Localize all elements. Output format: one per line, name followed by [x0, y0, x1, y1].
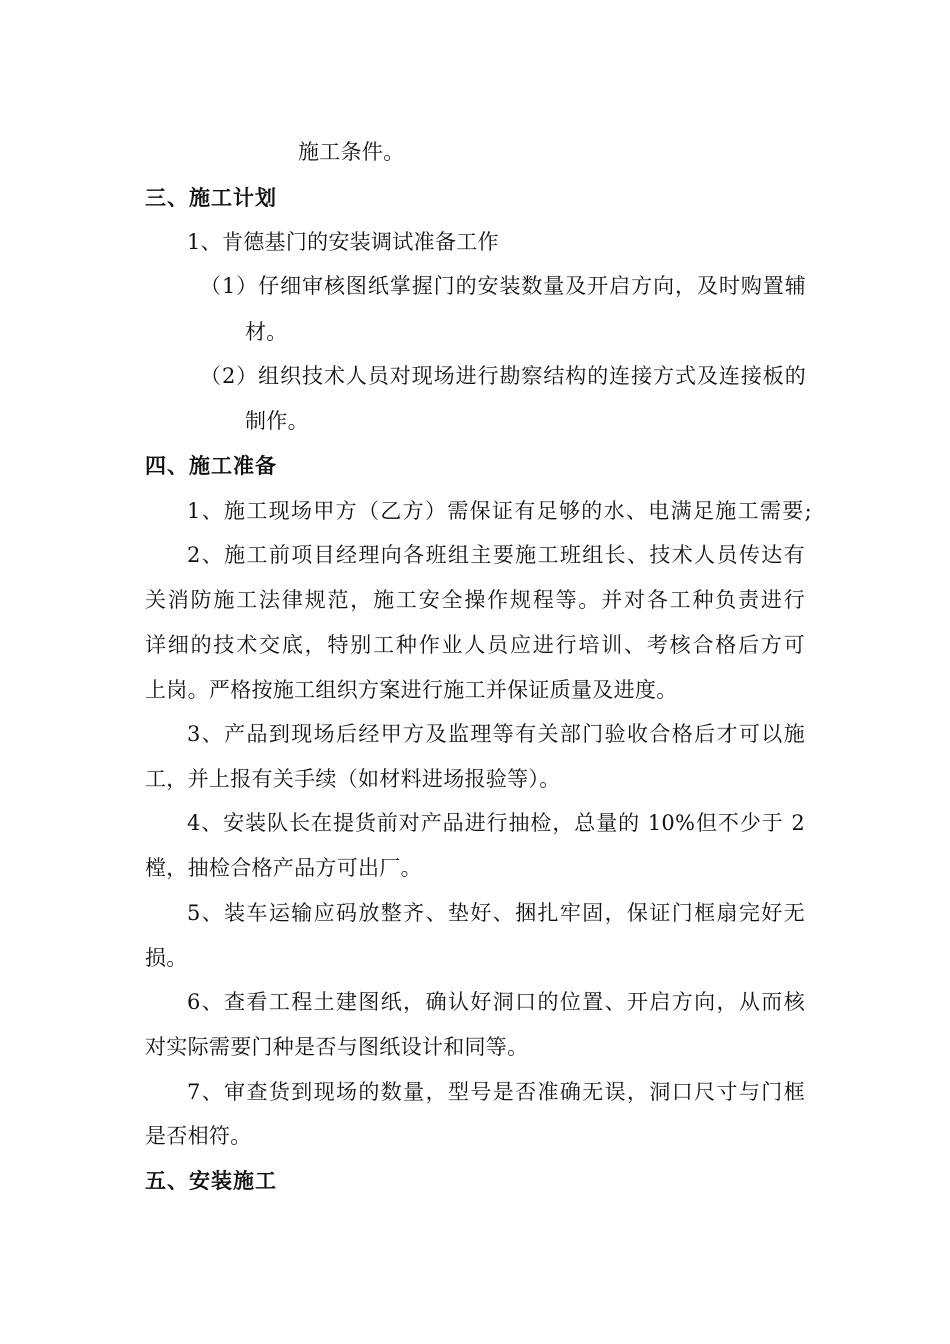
- prep-item-3: 3、产品到现场后经甲方及监理等有关部门验收合格后才可以施: [187, 722, 805, 746]
- prep-item-7: 7、审查货到现场的数量，型号是否准确无误，洞口尺寸与门框: [187, 1080, 805, 1104]
- subsection-item-1-2-cont: 制作。: [245, 409, 309, 433]
- prep-item-2-cont-1: 关消防施工法律规范，施工安全操作规程等。并对各工种负责进行: [145, 588, 805, 612]
- section-heading-3: 三、施工计划: [145, 186, 277, 210]
- section-heading-5: 五、安装施工: [145, 1169, 277, 1193]
- section-heading-4: 四、施工准备: [145, 454, 277, 478]
- prep-item-4-cont: 樘，抽检合格产品方可出厂。: [145, 856, 422, 880]
- prep-item-1: 1、施工现场甲方（乙方）需保证有足够的水、电满足施工需要;: [187, 499, 812, 523]
- subsection-item-1-1: （1）仔细审核图纸掌握门的安装数量及开启方向，及时购置辅: [200, 274, 806, 298]
- subsection-item-1-2: （2）组织技术人员对现场进行勘察结构的连接方式及连接板的: [200, 364, 806, 388]
- prep-item-4: 4、安装队长在提货前对产品进行抽检，总量的 10%但不少于 2: [187, 811, 805, 835]
- prep-item-2-cont-2: 详细的技术交底，特别工种作业人员应进行培训、考核合格后方可: [145, 633, 805, 657]
- prep-item-6: 6、查看工程土建图纸，确认好洞口的位置、开启方向，从而核: [187, 990, 805, 1014]
- prep-item-2-cont-3: 上岗。严格按施工组织方案进行施工并保证质量及进度。: [145, 678, 678, 702]
- prep-item-5: 5、装车运输应码放整齐、垫好、捆扎牢固，保证门框扇完好无: [187, 901, 805, 925]
- prep-item-6-cont: 对实际需要门种是否与图纸设计和同等。: [145, 1035, 529, 1059]
- text-line-continuation: 施工条件。: [298, 140, 405, 164]
- prep-item-3-cont: 工，并上报有关手续（如材料进场报验等）。: [145, 767, 561, 791]
- prep-item-7-cont: 是否相符。: [145, 1124, 252, 1148]
- prep-item-2: 2、施工前项目经理向各班组主要施工班组长、技术人员传达有: [187, 543, 805, 567]
- subsection-item-1-1-cont: 材。: [245, 320, 288, 344]
- subsection-item-1: 1、肯德基门的安装调试准备工作: [187, 230, 499, 254]
- prep-item-5-cont: 损。: [145, 946, 188, 970]
